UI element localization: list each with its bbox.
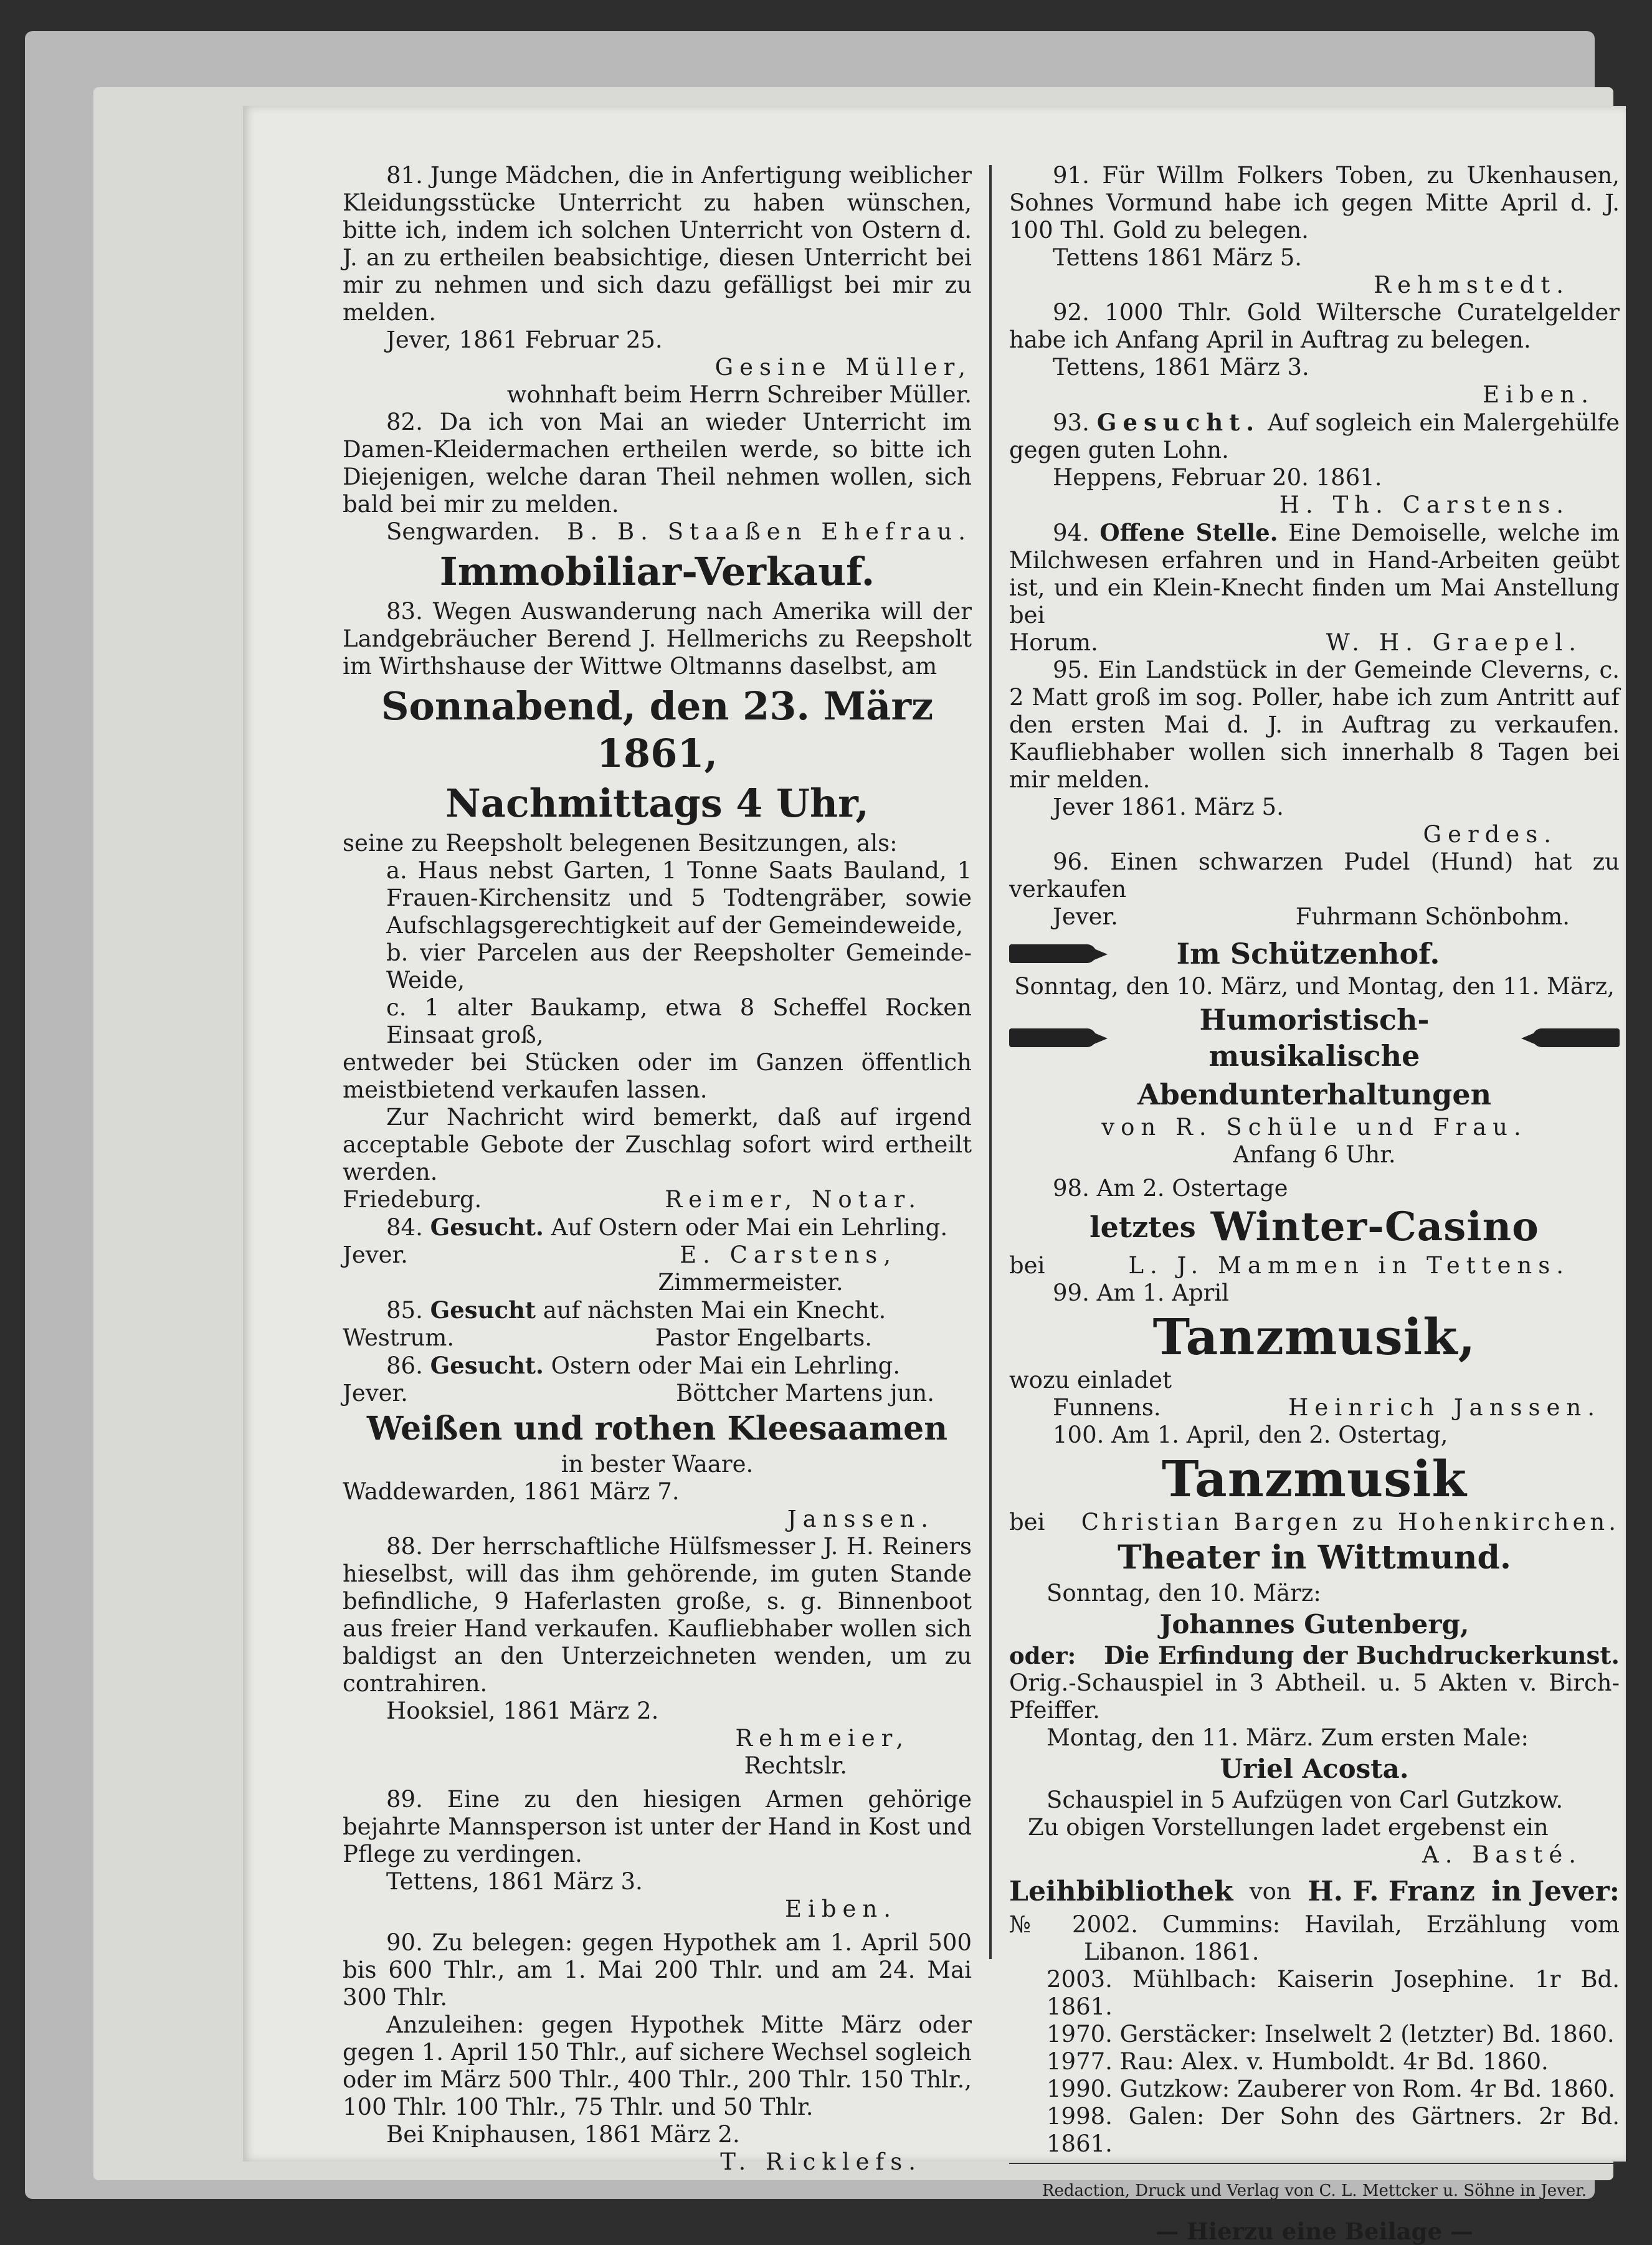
ad-86-body: Ostern oder Mai ein Lehrling. — [551, 1352, 901, 1379]
ad-83-item-c: c. 1 alter Baukamp, etwa 8 Scheffel Rocken Einsaat groß, — [386, 994, 972, 1048]
klee-signature: Janssen. — [787, 1506, 934, 1532]
ad-84-trade: Zimmermeister. — [658, 1269, 843, 1296]
ad-90-signature: T. Ricklefs. — [720, 2148, 922, 2175]
ad-81-signature: Gesine Müller, — [714, 354, 972, 381]
ad-99-title: Tanzmusik, — [1152, 1308, 1476, 1366]
ad-83-footer — [343, 1186, 972, 1213]
ad-85-num: 85. — [386, 1297, 423, 1324]
ad-93-keyword: Gesucht. — [1096, 409, 1261, 436]
leihbibliothek-place: in Jever: — [1491, 1876, 1620, 1907]
ad-92-signature: Eiben. — [1482, 381, 1595, 408]
ad-84-keyword: Gesucht. — [430, 1213, 544, 1241]
schuetzenhof-title-row — [1009, 1000, 1620, 1075]
ad-94-body: Eine Demoiselle, welche im Milchwesen erfahren und in Hand-Arbeiten geübt ist, und ein Klein-Knecht finden um Mai Anstellung bei — [1009, 520, 1620, 629]
klee-date: Waddewarden, 1861 März 7. — [343, 1478, 680, 1505]
pointing-hand-icon — [1009, 1028, 1096, 1047]
ad-91-signature: Rehmstedt. — [1374, 272, 1570, 298]
ad-83-item-a: a. Haus nebst Garten, 1 Tonne Saats Bauland, 1 Frauen-Kirchensitz und 5 Todtengräber, sowie Aufschlagsgerechtigkeit auf der Gemeindeweide, — [386, 857, 972, 939]
ad-98-pre: letztes — [1089, 1210, 1196, 1244]
ad-100-bei: bei — [1009, 1509, 1045, 1535]
right-column — [1009, 162, 1620, 2245]
ad-89-text: 89. Eine zu den hiesigen Armen gehörige bejahrte Mannsperson ist unter der Hand in Kost und Pflege zu verdingen. — [343, 1786, 972, 1868]
ad-81-text: 81. Junge Mädchen, die in Anfertigung weiblicher Kleidungsstücke Unterricht zu haben wünschen, bitte ich, indem ich solchen Unterricht von Ostern d. J. an zu ertheilen beabsichtige, diesen Unterricht bei mir zu nehmen und sich dazu gefälligst bei mir zu melden. — [343, 162, 972, 326]
pointing-hand-icon — [1009, 944, 1096, 963]
ad-94-signature: W. H. Graepel. — [1326, 629, 1582, 656]
ad-91-text: 91. Für Willm Folkers Toben, zu Ukenhausen, Sohnes Vormund habe ich gegen Mitte April d. J. 100 Thl. Gold zu belegen. — [1009, 162, 1620, 244]
ad-100-footer — [1009, 1509, 1620, 1536]
leih-item: 1990. Gutzkow: Zauberer von Rom. 4r Bd. 1860. — [1047, 2076, 1616, 2102]
ad-82-text: 82. Da ich von Mai an wieder Unterricht im Damen-Kleidermachen ertheilen werde, so bitte ich Diejenigen, welche daran Theil nehmen wollen, sich bald bei mir zu melden. — [343, 409, 972, 518]
klee-heading: Weißen und rothen Kleesaamen — [366, 1410, 948, 1448]
ad-94-place: Horum. — [1009, 629, 1098, 656]
ad-96-text: 96. Einen schwarzen Pudel (Hund) hat zu verkaufen — [1009, 848, 1620, 903]
ad-85-signature: Pastor Engelbarts. — [655, 1324, 872, 1351]
ad-92-date: Tettens, 1861 März 3. — [1053, 354, 1309, 381]
ad-93-date: Heppens, Februar 20. 1861. — [1053, 464, 1382, 491]
ad-86-signature: Böttcher Martens jun. — [676, 1380, 934, 1407]
ad-98-title-row — [1009, 1202, 1620, 1252]
schuetzenhof-header — [1009, 934, 1620, 973]
ad-99-line1: 99. Am 1. April — [1053, 1279, 1229, 1306]
ad-84-place: Jever. — [343, 1241, 408, 1268]
theater-oder: oder: — [1009, 1642, 1076, 1669]
schuetzenhof-by: von R. Schüle und Frau. — [1101, 1114, 1527, 1141]
ad-85-footer — [343, 1324, 972, 1352]
leihbibliothek-von: von — [1249, 1878, 1291, 1905]
ad-83-text2: entweder bei Stücken oder im Ganzen öffentlich meistbietend verkaufen lassen. — [343, 1049, 972, 1103]
ad-99-footer — [1009, 1394, 1620, 1422]
ad-82-footer — [343, 518, 972, 546]
ad-99-signature: Heinrich Janssen. — [1288, 1394, 1601, 1421]
ad-83-time: Nachmittags 4 Uhr, — [445, 781, 869, 826]
ad-100-line1: 100. Am 1. April, den 2. Ostertag, — [1053, 1422, 1448, 1448]
ad-85-place: Westrum. — [343, 1324, 455, 1351]
ad-95-date: Jever 1861. März 5. — [1053, 794, 1284, 820]
ad-90-text2: Anzuleihen: gegen Hypothek Mitte März oder gegen 1. April 150 Thlr., auf sichere Wechsel sogleich oder im März 500 Thlr., 400 Thlr., 200 Thlr. 150 Thlr., 100 Thlr. 100 Thlr., 75 Thlr. und 50 Thlr. — [343, 2011, 972, 2120]
ad-95-text: 95. Ein Landstück in der Gemeinde Cleverns, c. 2 Matt groß im sog. Poller, habe ich zum Antritt auf den ersten Mai d. J. in Auftrag zu verkaufen. Kaufliebhaber wollen sich innerhalb 8 Tagen bei mir melden. — [1009, 657, 1620, 793]
ad-83-text: 83. Wegen Auswanderung nach Amerika will der Landgebräucher Berend J. Hellmerichs zu Reepsholt im Wirthshause der Wittwe Oltmanns daselbst, am — [343, 598, 972, 680]
leih-item: 1998. Galen: Der Sohn des Gärtners. 2r Bd. 1861. — [1047, 2103, 1620, 2157]
ad-86-keyword: Gesucht. — [430, 1352, 544, 1379]
column-rule — [989, 165, 992, 1959]
ad-98-host: L. J. Mammen in Tettens. — [1128, 1252, 1570, 1279]
ad-83-text3: Zur Nachricht wird bemerkt, daß auf irgend acceptable Gebote der Zuschlag sofort wird ertheilt werden. — [343, 1104, 972, 1185]
pointing-hand-left-icon — [1532, 1028, 1620, 1047]
ad-99-invite: wozu einladet — [1009, 1367, 1172, 1393]
ad-94-keyword: Offene Stelle. — [1099, 519, 1278, 546]
theater-date2: Montag, den 11. März. Zum ersten Male: — [1047, 1724, 1529, 1751]
leih-item: 2003. Mühlbach: Kaiserin Josephine. 1r Bd. 1861. — [1047, 1966, 1620, 2020]
theater-heading: Theater in Wittmund. — [1118, 1539, 1511, 1577]
leihbibliothek-heading — [1009, 1872, 1620, 1911]
leih-item: 1977. Rau: Alex. v. Humboldt. 4r Bd. 1860. — [1047, 2048, 1549, 2075]
ad-94-footer — [1009, 629, 1620, 657]
ad-93-signature: H. Th. Carstens. — [1279, 491, 1570, 518]
ad-89-date: Tettens, 1861 März 3. — [386, 1868, 643, 1895]
ad-93-text — [1009, 409, 1620, 464]
ad-85-text — [343, 1296, 972, 1324]
theater-genre2: Schauspiel in 5 Aufzügen von Carl Gutzkow. — [1047, 1787, 1564, 1813]
ad-90-text: 90. Zu belegen: gegen Hypothek am 1. April 500 bis 600 Thlr., am 1. Mai 200 Thlr. und am 24. Mai 300 Thlr. — [343, 1929, 972, 2011]
ad-88-date: Hooksiel, 1861 März 2. — [386, 1697, 659, 1724]
ad-83-intro: seine zu Reepsholt belegenen Besitzungen, als: — [343, 830, 898, 857]
ad-82-signature: B. B. Staaßen Ehefrau. — [567, 518, 972, 545]
ad-84-num: 84. — [386, 1214, 423, 1241]
ad-93-num: 93. — [1053, 409, 1089, 436]
left-column — [343, 162, 972, 2175]
ad-94-text — [1009, 519, 1620, 629]
theater-play1: Johannes Gutenberg, — [1159, 1609, 1469, 1640]
ad-96-place: Jever. — [1053, 903, 1118, 930]
ad-83-date: Sonnabend, den 23. März 1861, — [381, 683, 934, 776]
theater-signature: A. Basté. — [1422, 1841, 1582, 1868]
leihbibliothek-title: Leihbibliothek — [1009, 1876, 1233, 1907]
ad-88-text: 88. Der herrschaftliche Hülfsmesser J. H. Reiners hieselbst, will das ihm gehörende, im guten Stande befindliche, 9 Haferlasten große, s. g. Binnenboot aus freier Hand verkaufen. Kaufliebhaber wollen sich baldigst an den Unterzeichneten wenden, um zu contrahiren. — [343, 1533, 972, 1697]
ad-88-signature: Rehmeier, — [735, 1725, 909, 1752]
newspaper-page — [243, 106, 1626, 2245]
ad-84-body: Auf Ostern oder Mai ein Lehrling. — [551, 1214, 948, 1241]
schuetzenhof-title2: Abendunterhaltungen — [1137, 1078, 1492, 1111]
ad-90-date: Bei Kniphausen, 1861 März 2. — [386, 2121, 740, 2148]
leih-item: 1970. Gerstäcker: Inselwelt 2 (letzter) Bd. 1860. — [1047, 2021, 1615, 2048]
ad-98-title: Winter-Casino — [1210, 1203, 1539, 1250]
schuetzenhof-start: Anfang 6 Uhr. — [1233, 1141, 1396, 1168]
ad-96-signature: Fuhrmann Schönbohm. — [1295, 903, 1570, 930]
theater-genre1: Orig.-Schauspiel in 3 Abtheil. u. 5 Akten v. Birch-Pfeiffer. — [1009, 1669, 1620, 1724]
ad-100-host: Christian Bargen zu Hohenkirchen. — [1081, 1509, 1620, 1535]
ad-81-date: Jever, 1861 Februar 25. — [386, 326, 663, 353]
theater-play1-sub-row — [1009, 1642, 1620, 1669]
schuetzenhof-title1: Humoristisch-musikalische — [1199, 1003, 1430, 1073]
ad-94-num: 94. — [1053, 520, 1089, 546]
ad-86-place: Jever. — [343, 1380, 408, 1407]
ad-84-signature: E. Carstens, — [680, 1241, 897, 1268]
ad-98-footer — [1009, 1252, 1620, 1279]
ad-84-text — [343, 1213, 972, 1241]
ad-99-place: Funnens. — [1053, 1394, 1161, 1421]
ad-91-date: Tettens 1861 März 5. — [1053, 244, 1303, 271]
ad-89-signature: Eiben. — [784, 1896, 897, 1922]
klee-sub: in bester Waare. — [561, 1451, 754, 1478]
ad-85-body: auf nächsten Mai ein Knecht. — [543, 1297, 886, 1324]
schuetzenhof-dates: Sonntag, den 10. März, und Montag, den 11. März, — [1014, 973, 1615, 1000]
ad-96-footer — [1009, 903, 1620, 931]
imprint: Redaction, Druck und Verlag von C. L. Mettcker u. Söhne in Jever. — [1042, 2181, 1587, 2200]
ad-86-text — [343, 1352, 972, 1380]
theater-play2: Uriel Acosta. — [1220, 1754, 1409, 1784]
beilage-note: — Hierzu eine Beilage — — [1156, 2218, 1473, 2245]
theater-play1-sub: Die Erfindung der Buchdruckerkunst. — [1103, 1641, 1620, 1670]
immobilien-heading: Immobiliar-Verkauf. — [439, 549, 875, 594]
leih-item: № 2002. Cummins: Havilah, Erzählung vom Libanon. 1861. — [1009, 1911, 1620, 1965]
ad-98-bei: bei — [1009, 1252, 1045, 1279]
schuetzenhof-heading: Im Schützenhof. — [1176, 937, 1440, 971]
theater-date1: Sonntag, den 10. März: — [1047, 1580, 1321, 1607]
ad-85-keyword: Gesucht — [430, 1296, 536, 1324]
ad-82-place: Sengwarden. — [386, 518, 541, 545]
ad-83-place: Friedeburg. — [343, 1186, 482, 1213]
ad-100-title: Tanzmusik — [1162, 1450, 1467, 1508]
ad-84-footer — [343, 1241, 972, 1269]
imprint-rule — [1009, 2163, 1620, 2164]
ad-86-footer — [343, 1380, 972, 1407]
ad-92-text: 92. 1000 Thlr. Gold Wiltersche Curatelgelder habe ich Anfang April in Auftrag zu belegen. — [1009, 299, 1620, 353]
ad-98-line1: 98. Am 2. Ostertage — [1053, 1175, 1288, 1202]
leihbibliothek-owner: H. F. Franz — [1308, 1876, 1475, 1907]
ad-95-signature: Gerdes. — [1423, 821, 1557, 848]
theater-invite: Zu obigen Vorstellungen ladet ergebenst ein — [1028, 1814, 1549, 1841]
ad-81-signature-address: wohnhaft beim Herrn Schreiber Müller. — [506, 381, 972, 408]
ad-88-title: Rechtslr. — [744, 1752, 847, 1779]
ad-83-signature: Reimer, Notar. — [665, 1186, 922, 1213]
ad-86-num: 86. — [386, 1352, 423, 1379]
ad-93-body: Auf sogleich ein Malergehülfe gegen guten Lohn. — [1009, 409, 1620, 463]
ad-83-item-b: b. vier Parcelen aus der Reepsholter Gemeinde-Weide, — [386, 939, 972, 994]
